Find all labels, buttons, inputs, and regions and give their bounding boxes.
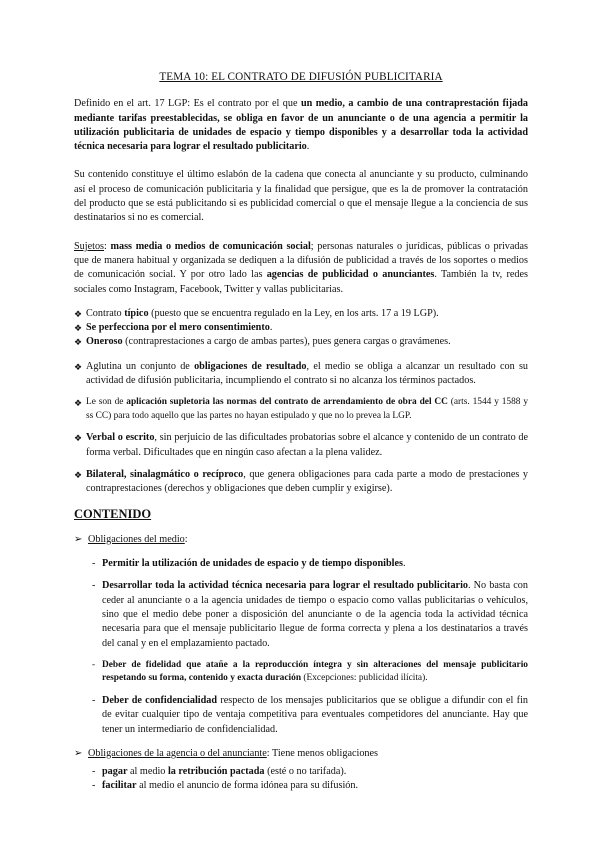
dash-bullet-icon: -: [92, 766, 96, 778]
diamond-bullet-icon: ❖: [74, 361, 83, 372]
bullet-bilateral: ❖ Bilateral, sinalagmático o recíproco, que genera obligaciones para cada parte a modo de prestaciones y contraprestaciones (derechos y obligaciones que deben cumplir y exigirse).: [74, 468, 528, 495]
arrow-bullet-icon: ➢: [74, 533, 83, 545]
section-heading-contenido: CONTENIDO: [74, 506, 152, 521]
diamond-bullet-icon: ❖: [74, 469, 83, 480]
obligaciones-agencia-heading: ➢ Obligaciones de la agencia o del anunciante: Tiene menos obligaciones: [74, 747, 528, 761]
dash-bullet-icon: -: [92, 659, 96, 670]
bullet-aplicacion-supletoria: ❖ Le son de aplicación supletoria las normas del contrato de arrendamiento de obra del CC (arts. 1544 y 1588 y ss CC) para todo aquello que las partes no hayan estipulado y que no lo prevea la LGP.: [74, 397, 529, 421]
diamond-bullet-icon: ❖: [74, 337, 83, 348]
bullet-consensual: ❖ Se perfecciona por el mero consentimiento.: [74, 321, 528, 335]
medio-item-espacio-tiempo: - Permitir la utilización de unidades de espacio y de tiempo disponibles.: [92, 557, 528, 571]
agencia-item-pagar: - pagar al medio la retribución pactada (esté o no tarifada).: [92, 765, 528, 779]
diamond-bullet-icon: ❖: [74, 433, 83, 444]
bullet-obligaciones-resultado: ❖ Aglutina un conjunto de obligaciones de resultado, el medio se obliga a alcanzar un resultado con su actividad de difusión publicitaria, incumpliendo el contrato si no alcanza los términos pactados.: [74, 360, 529, 387]
medio-item-actividad-tecnica: - Desarrollar toda la actividad técnica necesaria para lograr el resultado publicitario. No basta con ceder al anunciante o a la agencia unidades de tiempo o espacio como vallas publicitarias o vehículos, sino que el medio debe poner a disposición del anunciante o de la agencia toda la actividad técnica necesaria para que el mensaje publicitario llegue de forma correcta y plena a los destinatarios a través del canal y en el emplazamiento pactado.: [92, 580, 528, 649]
medio-item-fidelidad: - Deber de fidelidad que atañe a la reproducción íntegra y sin alteraciones del mensaje publicitario respetando su forma, contenido y exacta duración (Excepciones: publicidad ilícita).: [92, 659, 528, 684]
dash-bullet-icon: -: [92, 780, 96, 792]
medio-item-confidencialidad: - Deber de confidencialidad respecto de los mensajes publicitarios que se obligue a difundir con el fin de evitar cualquier tipo de ventaja competitiva para eventuales competidores del anunciante. Hay que tener un intermediario de confidencialidad.: [92, 694, 528, 735]
diamond-bullet-icon: ❖: [74, 398, 83, 409]
bullet-oneroso: ❖ Oneroso (contraprestaciones a cargo de ambas partes), pues genera cargas o gravámenes.: [74, 335, 528, 349]
diamond-bullet-icon: ❖: [74, 308, 83, 319]
bullet-verbal-escrito: ❖ Verbal o escrito, sin perjuicio de las dificultades probatorias sobre el alcance y contenido de un contrato de forma verbal. Dificultades que en ningún caso afectan a la plena validez.: [74, 432, 528, 458]
arrow-bullet-icon: ➢: [74, 747, 83, 759]
dash-bullet-icon: -: [92, 694, 96, 706]
sujetos-paragraph: Sujetos: mass media o medios de comunicación social; personas naturales o jurídicas, públicas o privadas que de manera habitual y organizada se dediquen a la difusión de publicidad a través de los soportes o medios de comunicación social. Y por otro lado las agencias de publicidad o anunciantes. También la tv, redes sociales como Instagram, Facebook, Twitter y vallas publicitarias.: [74, 240, 528, 295]
sujetos-label: Sujetos: [74, 240, 105, 252]
agencia-item-facilitar: - facilitar al medio el anuncio de forma idónea para su difusión.: [92, 779, 528, 793]
diamond-bullet-icon: ❖: [74, 323, 83, 334]
dash-bullet-icon: -: [92, 580, 96, 592]
dash-bullet-icon: -: [92, 558, 96, 570]
document-page: [74, 70, 528, 794]
bullet-tipico: ❖ Contrato típico (puesto que se encuentra regulado en la Ley, en los arts. 17 a 19 LGP).: [74, 307, 528, 321]
contenido-paragraph: Su contenido constituye el último eslabón de la cadena que conecta al anunciante y su producto, culminando así el proceso de comunicación publicitaria y la finalidad que persigue, que es la de promover la contratación del producto que se está publicitando si es publicidad comercial o que el mensaje llegue a la conciencia de sus destinatarios si no es comercial.: [74, 169, 528, 224]
obligaciones-medio-heading: ➢ Obligaciones del medio:: [74, 533, 528, 547]
intro-paragraph: Definido en el art. 17 LGP: Es el contrato por el que un medio, a cambio de una contraprestación fijada mediante tarifas preestablecidas, se obliga en favor de un anunciante o de una agencia a permitir la utilización publicitaria de unidades de espacio y tiempo disponibles y a desarrollar toda la actividad técnica necesaria para lograr el resultado publicitario.: [74, 98, 528, 153]
document-title: TEMA 10: EL CONTRATO DE DIFUSIÓN PUBLICITARIA: [159, 71, 443, 83]
